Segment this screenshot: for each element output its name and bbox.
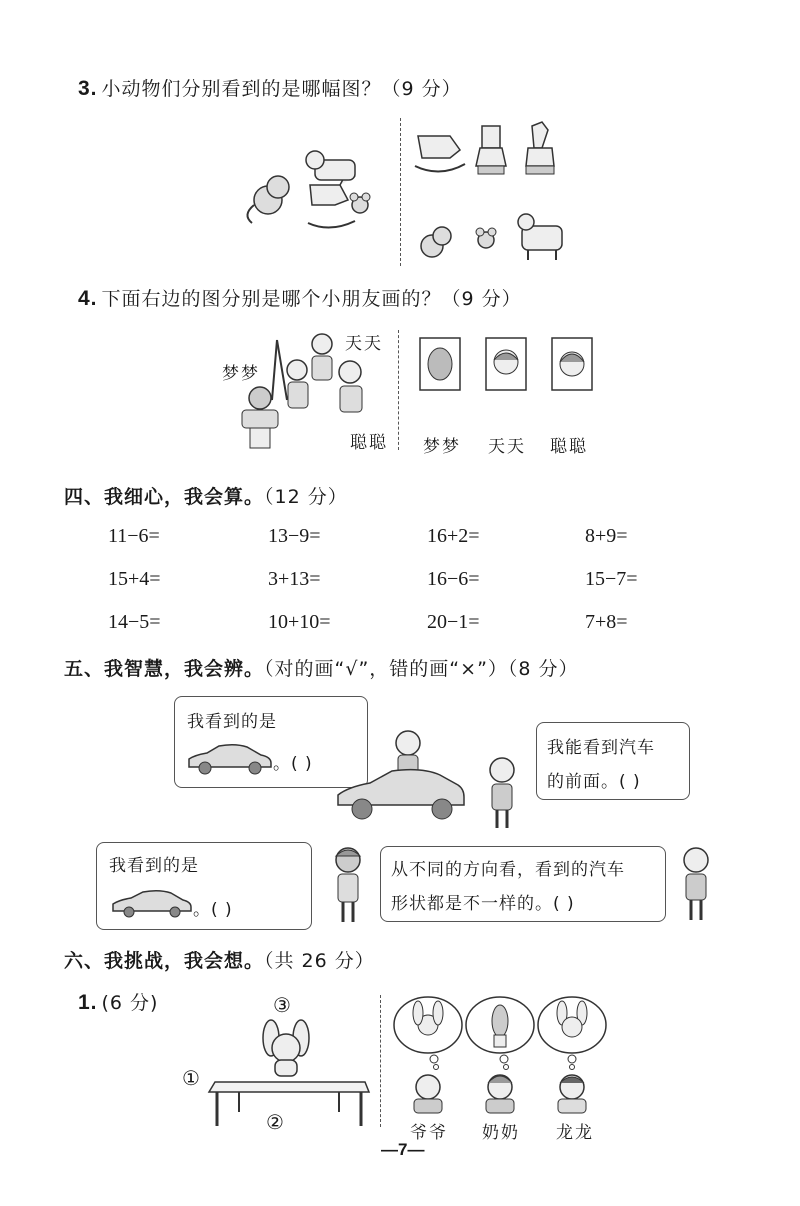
bubble-4-answer[interactable]: 形状都是不一样的。( ) [391, 894, 575, 914]
thought-bubble-3 [538, 997, 606, 1070]
sec4-title: 四、我细心，我会算。（12 分） [64, 486, 348, 508]
calc-item: 20−1= [427, 611, 480, 633]
position-3-label: ③ [273, 993, 291, 1017]
calc-item: 14−5= [108, 611, 161, 633]
bunny-icon [263, 1020, 309, 1076]
person-label-grandpa: 爷爷 [410, 1123, 448, 1143]
calc-item: 10+10= [268, 611, 331, 633]
boy-standing-icon [676, 846, 716, 922]
grandma-icon [486, 1075, 514, 1113]
bubble-1-text: 我看到的是 [187, 712, 277, 732]
mouse-icon [350, 193, 370, 213]
cow-small-icon [518, 214, 562, 260]
person-label-grandma: 奶奶 [482, 1123, 520, 1143]
calc-item: 16+2= [427, 525, 480, 547]
child-mengmeng-icon [287, 360, 308, 408]
answer-label-3: 聪聪 [550, 437, 588, 457]
calc-item: 7+8= [585, 611, 628, 633]
q3-view-pictures [410, 118, 570, 268]
horse-back-icon [526, 122, 554, 174]
thought-bubble-2 [466, 997, 534, 1070]
speech-bubble-4 [380, 846, 666, 922]
bubble-2-answer[interactable]: 的前面。( ) [547, 772, 641, 792]
horse-side-icon [415, 136, 465, 172]
calc-item: 15+4= [108, 568, 161, 590]
grandpa-icon [414, 1075, 442, 1113]
table-with-bunny [205, 1018, 375, 1130]
calc-item: 3+13= [268, 568, 321, 590]
sec5-title: 五、我智慧，我会辨。（对的画“√”，错的画“×”）（8 分） [64, 658, 579, 680]
page-number: —7— [381, 1140, 425, 1159]
bubble-4-text: 从不同的方向看，看到的汽车 [391, 860, 625, 880]
child-tiantian-icon [312, 334, 332, 380]
speech-bubble-3 [96, 842, 312, 930]
bubble-1-answer[interactable]: 。( ) [273, 754, 313, 774]
q3-divider [400, 118, 401, 266]
portrait-2-icon [486, 338, 526, 390]
cat-icon [247, 176, 289, 223]
longlong-icon [558, 1075, 586, 1113]
q4-title: 4. 下面右边的图分别是哪个小朋友画的？（9 分） [78, 287, 522, 310]
car-icon [338, 770, 464, 819]
answer-label-2: 天天 [488, 437, 526, 457]
cow-icon [306, 151, 355, 180]
table-icon [209, 1082, 369, 1126]
sec6-divider [380, 995, 381, 1127]
bubble-3-text: 我看到的是 [109, 856, 199, 876]
portrait-3-icon [552, 338, 592, 390]
calc-item: 16−6= [427, 568, 480, 590]
sec6-title: 六、我挑战，我会想。（共 26 分） [64, 950, 375, 972]
bubble-3-answer[interactable]: 。( ) [193, 900, 233, 920]
q3-title: 3. 小动物们分别看到的是哪幅图？（9 分） [78, 77, 462, 100]
person-label-longlong: 龙龙 [556, 1123, 594, 1143]
calc-item: 8+9= [585, 525, 628, 547]
horse-front-icon [476, 126, 506, 174]
car-side-icon [109, 889, 195, 919]
calc-item: 13−9= [268, 525, 321, 547]
q3-animals-scene [240, 145, 370, 245]
position-1-label: ① [182, 1066, 200, 1090]
calc-item: 15−7= [585, 568, 638, 590]
car-side-icon [185, 743, 275, 775]
portrait-1-icon [420, 338, 460, 390]
cat-small-icon [421, 227, 451, 257]
answer-label-1: 梦梦 [423, 437, 461, 457]
q4-portraits [420, 338, 592, 392]
bubble-2-text: 我能看到汽车 [547, 738, 655, 758]
name-tiantian: 天天 [345, 334, 383, 354]
boy-cap-icon [328, 844, 368, 924]
name-congcong: 聪聪 [350, 433, 388, 453]
boy-icon [482, 756, 522, 830]
speech-bubble-2 [536, 722, 690, 800]
calc-item: 11−6= [108, 525, 160, 547]
thought-bubble-1 [394, 997, 462, 1070]
name-mengmeng: 梦梦 [222, 364, 260, 384]
q4-divider [398, 330, 399, 450]
position-2-label: ② [266, 1110, 284, 1134]
easel-icon [272, 340, 287, 400]
child-congcong-icon [339, 361, 362, 412]
mouse-small-icon [476, 228, 496, 248]
sec6-q1-title: 1. (6 分) [78, 991, 159, 1014]
thought-bubbles [390, 995, 610, 1115]
car-scene [330, 725, 470, 830]
